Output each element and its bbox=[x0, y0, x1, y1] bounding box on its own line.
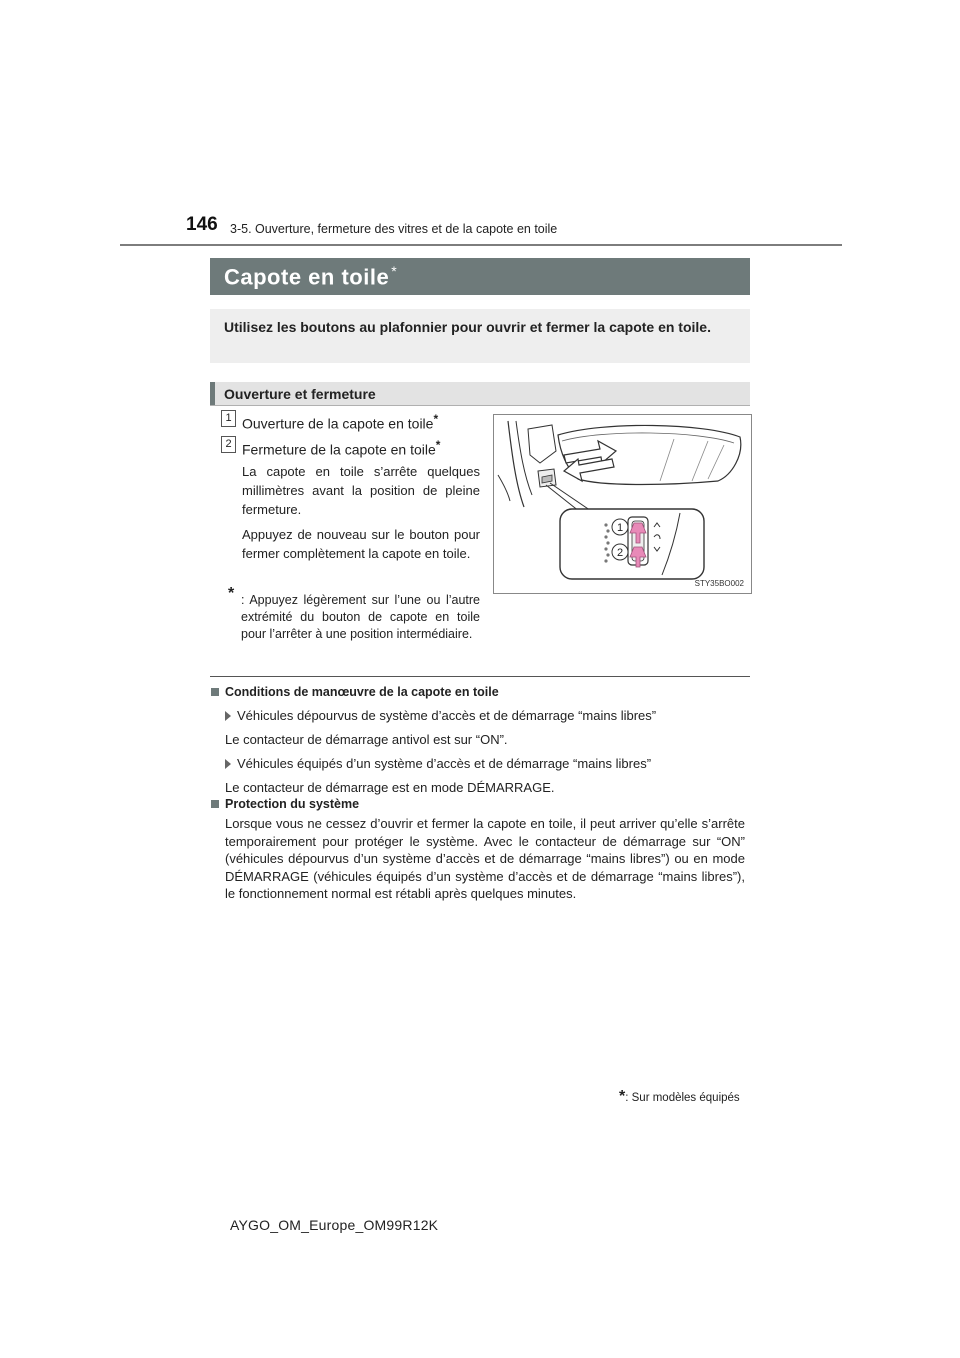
square-bullet-icon bbox=[211, 800, 219, 808]
protection-text: Lorsque vous ne cessez d’ouvrir et fermer la capote en toile, il peut arriver qu’elle s’arrête temporairement pour protéger le système. Avec le contacteur de démarrage sur “ON” (véhicules dépourvus d’un système d’accès et de démarrage “mains libres”) ou en mode DÉMARRAGE (véhicules équipés d’un système d’accès et de démarrage “mains libres”), le fonctionnement normal est rétabli après quelques minutes. bbox=[225, 816, 745, 901]
paragraph-press-again: Appuyez de nouveau sur le bouton pour fermer complètement la capote en toile. bbox=[242, 527, 480, 561]
model-note-star: * bbox=[619, 1088, 626, 1105]
condition-b-title bbox=[225, 756, 651, 771]
item-label-1 bbox=[242, 412, 438, 432]
page-title bbox=[224, 263, 397, 290]
illustration-callout-1: 1 bbox=[616, 522, 624, 534]
square-bullet-icon bbox=[211, 688, 219, 696]
title-star: * bbox=[391, 263, 398, 279]
item-star-1: * bbox=[433, 412, 439, 426]
condition-b-title-text: Véhicules équipés d’un système d’accès et de démarrage “mains libres” bbox=[237, 756, 652, 771]
roof-switch-illustration bbox=[493, 414, 752, 594]
section-accent bbox=[210, 382, 215, 405]
paragraph-stop-position: La capote en toile s’arrête quelques millimètres avant la position de pleine fermeture. bbox=[242, 464, 480, 517]
item-star-2: * bbox=[435, 438, 441, 452]
item-label-2 bbox=[242, 438, 440, 458]
section-header bbox=[210, 382, 750, 406]
model-note bbox=[619, 1088, 740, 1106]
title-bar bbox=[210, 258, 750, 295]
footnote-text: : Appuyez légèrement sur l’une ou l’autre extrémité du bouton de capote en toile pour l’arrêter à une position intermédiaire. bbox=[241, 593, 480, 641]
condition-a-title-text: Véhicules dépourvus de système d’accès et de démarrage “mains libres” bbox=[237, 708, 657, 723]
conditions-heading-text: Conditions de manœuvre de la capote en toile bbox=[225, 685, 499, 699]
illustration-code: STY35BO002 bbox=[694, 579, 744, 588]
triangle-bullet-icon bbox=[225, 759, 231, 769]
condition-a-text: Le contacteur de démarrage antivol est sur “ON”. bbox=[225, 732, 508, 747]
protection-heading bbox=[211, 797, 359, 811]
page-title-text: Capote en toile bbox=[224, 264, 390, 290]
illustration-drawing bbox=[494, 415, 751, 593]
item-number-2: 2 bbox=[221, 436, 236, 453]
triangle-bullet-icon bbox=[225, 711, 231, 721]
intro-box bbox=[210, 309, 750, 363]
condition-a-title bbox=[225, 708, 656, 723]
model-note-text: : Sur modèles équipés bbox=[625, 1092, 740, 1104]
condition-b-text: Le contacteur de démarrage est en mode DÉMARRAGE. bbox=[225, 780, 555, 795]
intro-text: Utilisez les boutons au plafonnier pour ouvrir et fermer la capote en toile. bbox=[224, 319, 711, 335]
item-label-2-text: Fermeture de la capote en toile bbox=[242, 441, 436, 458]
chapter-title: 3-5. Ouverture, fermeture des vitres et de la capote en toile bbox=[230, 222, 558, 236]
illustration-callout-2: 2 bbox=[616, 547, 624, 559]
item-label-1-text: Ouverture de la capote en toile bbox=[242, 415, 434, 432]
section-bottom-rule bbox=[210, 676, 750, 677]
item-number-1: 1 bbox=[221, 410, 236, 427]
page-number: 146 bbox=[186, 214, 218, 235]
footnote-star: * bbox=[228, 585, 235, 602]
document-code: AYGO_OM_Europe_OM99R12K bbox=[230, 1217, 439, 1233]
conditions-heading bbox=[211, 685, 499, 699]
header-rule bbox=[120, 244, 842, 246]
section-title: Ouverture et fermeture bbox=[224, 386, 376, 402]
protection-heading-text: Protection du système bbox=[225, 797, 360, 811]
